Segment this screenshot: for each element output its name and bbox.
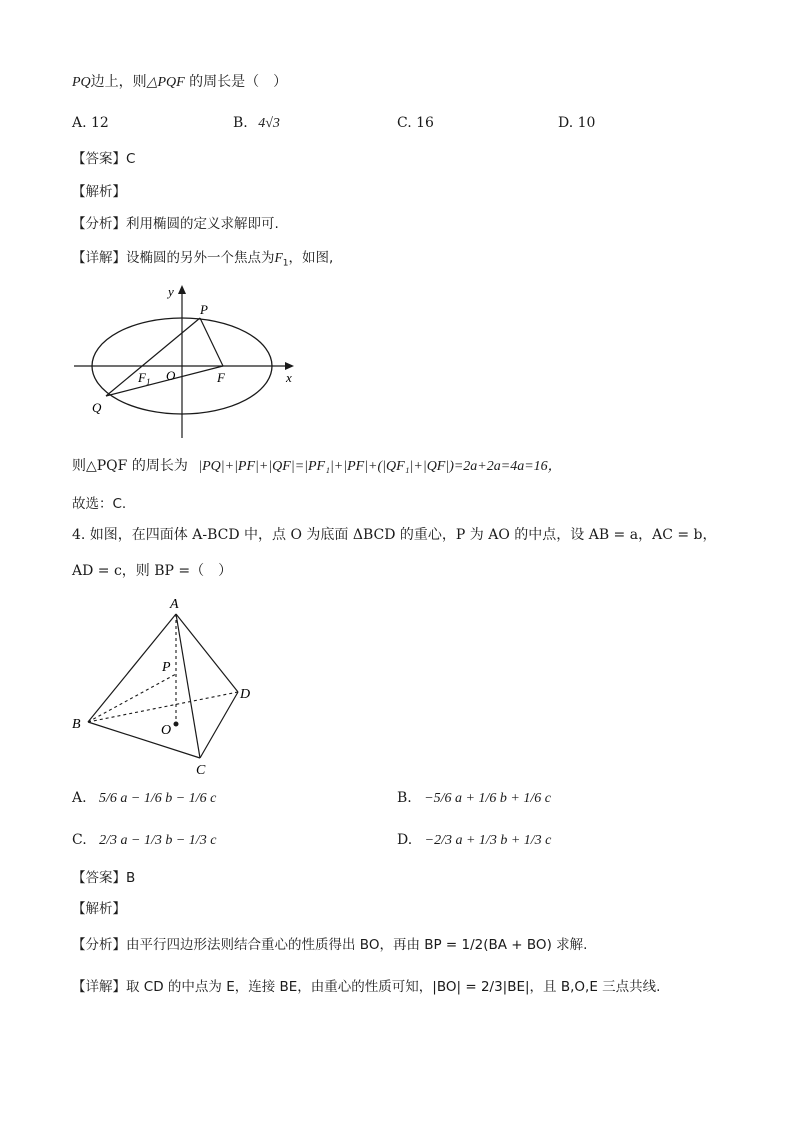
point-o [174,722,179,727]
q4-option-c-label: C. [72,832,87,848]
q4-option-d-expr: −2/3 a + 1/3 b + 1/3 c [424,833,552,848]
label-q: Q [92,400,102,415]
q4-analysis-text: 由平行四边形法则结合重心的性质得出 BO，再由 BP = 1/2(BA + BO) 求解. [126,937,588,953]
q3-detail-f1: F [274,250,283,265]
q4-option-a [72,790,216,807]
segment-pf [200,318,223,366]
q4-option-c-expr: 2/3 a − 1/3 b − 1/3 c [99,833,217,848]
edge-ac [176,614,200,758]
q3-stem-math: PQ [72,75,91,90]
segment-bp [88,674,176,722]
q3-option-b-label: B. [233,115,248,131]
q3-perimeter-formula: |PQ|+|PF|+|QF|=|PF₁|+|PF|+(|QF₁|+|QF|)=2a+2a=4a=16， [198,459,562,474]
q3-stem-text: 边上，则 [90,74,147,90]
q4-option-a-label: A. [72,790,87,806]
label-d: D [240,687,251,702]
q3-detail [72,248,333,274]
ellipse-figure [70,282,310,442]
q3-analysis-tag: 【分析】 [72,216,126,232]
label-y: y [168,284,174,299]
q4-option-b-label: B. [397,790,412,806]
q4-option-c [72,832,216,849]
label-f1: $F_1$ [138,370,151,387]
q3-option-a: A. 12 [72,115,109,131]
label-p4: P [162,660,171,675]
q3-option-c: C. 16 [397,115,434,131]
label-a: A [170,597,179,612]
q4-analysis-tag: 【分析】 [72,937,126,953]
q3-answer-label: 【答案】 [72,151,126,167]
q4-option-d-label: D. [397,832,413,848]
q4-analysis [72,935,587,955]
q3-option-b-value: 4√3 [258,116,280,131]
q3-analysis-heading: 【解析】 [72,184,126,200]
q4-answer [72,868,135,888]
q3-detail-tag: 【详解】 [72,250,126,266]
q3-analysis [72,214,279,234]
q3-answer-value: C [126,151,136,167]
x-axis-arrow [285,362,294,370]
q4-option-d [397,832,551,849]
q3-detail-text: 设椭圆的另外一个焦点为 [126,250,275,266]
label-b: B [72,717,81,732]
q4-answer-value: B [126,870,136,886]
q4-detail [72,977,660,997]
tetrahedron-figure [70,594,270,784]
edge-bd [88,692,238,722]
label-p: P [200,302,208,317]
q3-stem-end: 的周长是（ ） [189,74,288,90]
q3-detail-f1-sub: 1 [282,258,289,269]
q4-detail-text: 取 CD 的中点为 E，连接 BE，由重心的性质可知，|BO| = 2/3|BE|，且 B,O,E 三点共线. [126,979,661,995]
label-o4: O [161,723,172,738]
label-c: C [196,763,206,778]
q3-stem-triangle: △PQF [146,75,185,90]
q3-answer [72,149,135,169]
q3-stem-tail [72,72,287,93]
y-axis-arrow [178,285,186,294]
label-o: O [166,368,176,383]
edge-ad [176,614,238,692]
q4-stem-line2: AD = c，则 BP =（ ） [72,563,233,579]
label-x: x [286,370,292,385]
label-f: F [217,370,225,385]
edge-cd [200,692,238,758]
q4-stem-line1: 4. 如图，在四面体 A-BCD 中，点 O 为底面 ΔBCD 的重心，P 为 AO 的中点，设 AB = a，AC = b， [72,527,717,543]
edge-bc [88,722,200,758]
q3-analysis-text: 利用椭圆的定义求解即可. [126,216,279,232]
q4-answer-label: 【答案】 [72,870,126,886]
q4-analysis-heading: 【解析】 [72,901,126,917]
q4-detail-tag: 【详解】 [72,979,126,995]
q3-option-b [233,115,280,132]
q4-option-a-expr: 5/6 a − 1/6 b − 1/6 c [99,791,217,806]
q3-conclusion: 故选：C. [72,496,127,512]
q3-detail-end: ，如图, [288,250,334,266]
q3-perimeter [72,456,562,477]
q3-perimeter-prefix: 则△PQF 的周长为 [72,458,188,474]
q3-option-d: D. 10 [558,115,596,131]
q4-option-b [397,790,551,807]
q4-option-b-expr: −5/6 a + 1/6 b + 1/6 c [424,791,551,806]
